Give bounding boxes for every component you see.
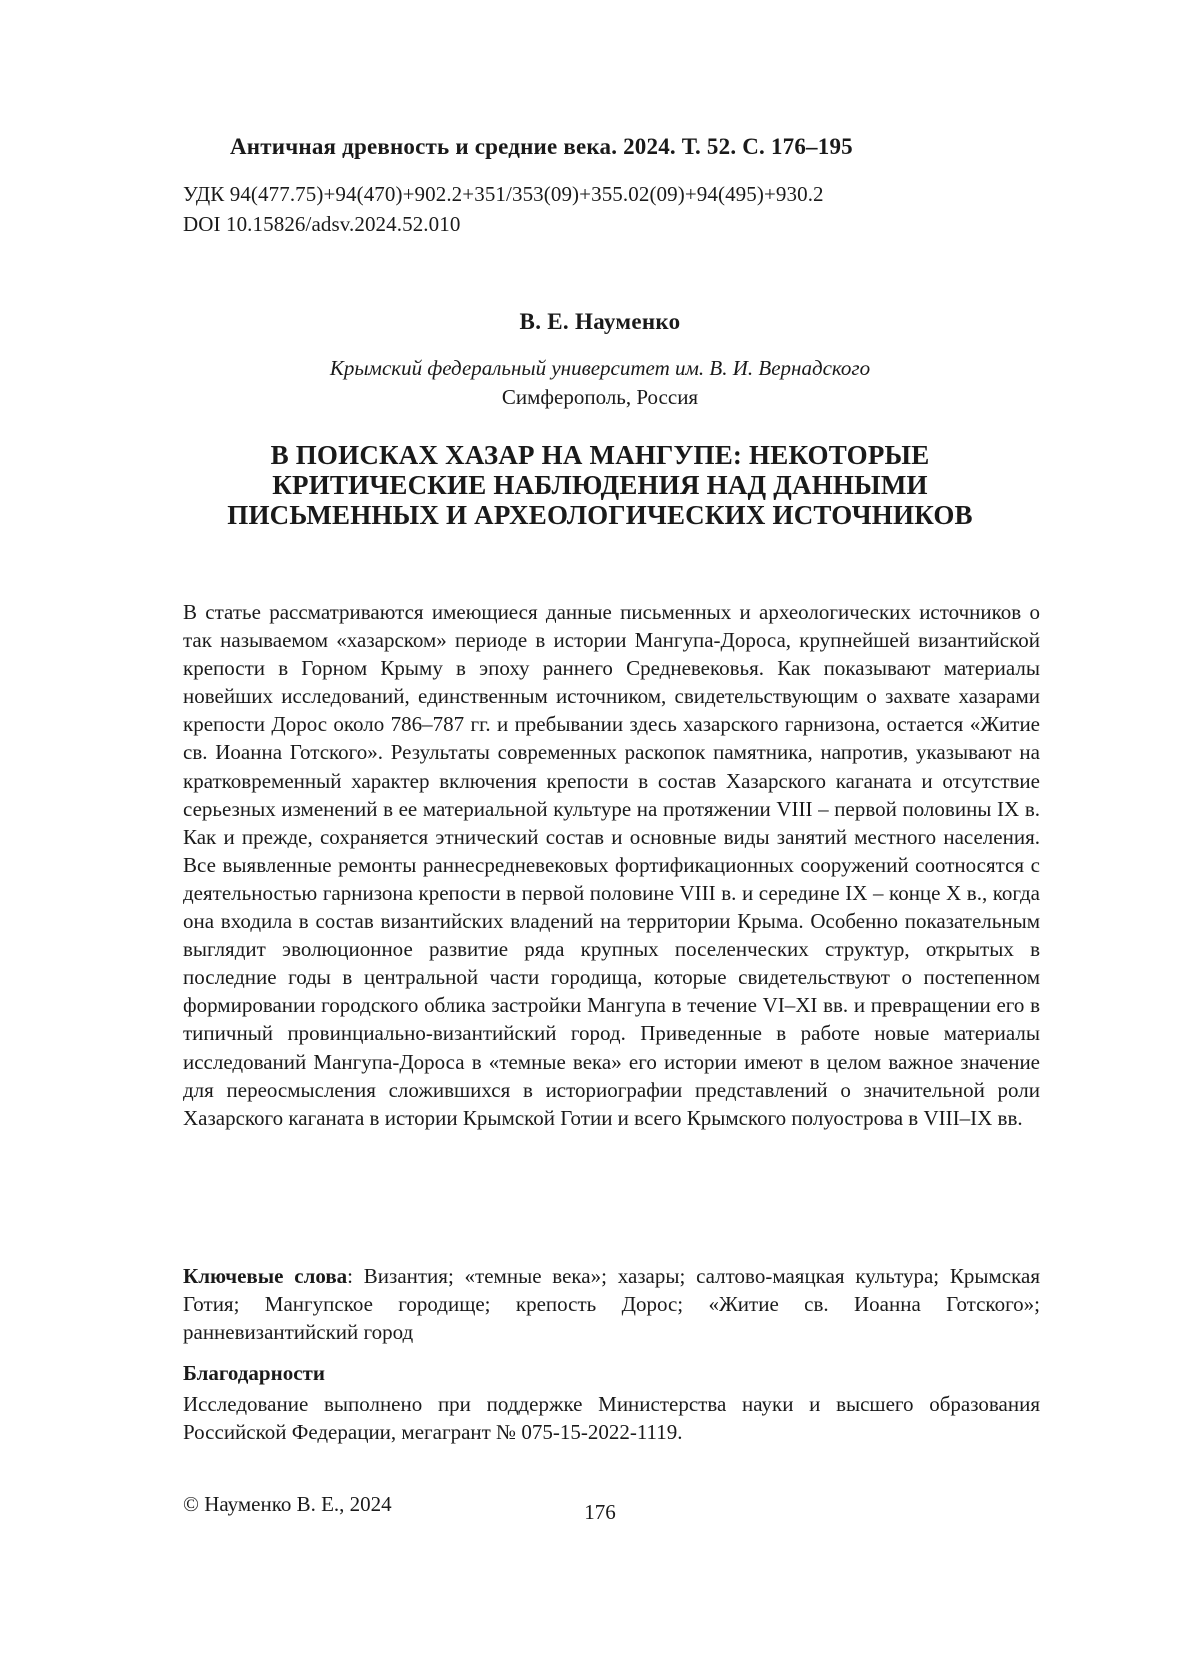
article-page — [0, 0, 1200, 1671]
keywords-text: : Византия; «темные века»; хазары; салтово-маяцкая культура; Крымская Готия; Мангупское городище; крепость Дорос; «Житие св. Иоанна Готского»; ранневизантийский город — [183, 1264, 1040, 1344]
author-affiliation: Крымский федеральный университет им. В. И. Вернадского — [0, 356, 1200, 381]
doi: DOI 10.15826/adsv.2024.52.010 — [183, 212, 460, 237]
author-city: Симферополь, Россия — [0, 385, 1200, 410]
journal-citation: Античная древность и средние века. 2024. Т. 52. С. 176–195 — [230, 134, 1000, 160]
page-number: 176 — [0, 1500, 1200, 1525]
abstract: В статье рассматриваются имеющиеся данные письменных и археологических источников о так называемом «хазарском» периоде в истории Мангупа-Дороса, крупнейшей византийской крепости в Горном Крыму в эпоху раннего Средневековья. Как показывают материалы новейших исследований, единственным источником, свидетельствующим о захвате хазарами крепости Дорос около 786–787 гг. и пребывании здесь хазарского гарнизона, остается «Житие св. Иоанна Готского». Результаты современных раскопок памятника, напротив, указывают на кратковременный характер включения крепости в состав Хазарского каганата и отсутствие серьезных изменений в ее материальной культуре на протяжении VIII – первой половины IX в. Как и прежде, сохраняется этнический состав и основные виды занятий местного населения. Все выявленные ремонты раннесредневековых фортификационных сооружений соотносятся с деятельностью гарнизона крепости в первой половине VIII в. и середине IX – конце X в., когда она входила в состав византийских владений на территории Крыма. Особенно показательным выглядит эволюционное развитие ряда крупных поселенческих структур, открытых в последние годы в центральной части городища, которые свидетельствуют о постепенном формировании городского облика застройки Мангупа в течение VI–XI вв. и превращении его в типичный провинциально-византийский город. Приведенные в работе новые материалы исследований Мангупа-Дороса в «темные века» его истории имеют в целом важное значение для переосмысления сложившихся в историографии представлений о значительной роли Хазарского каганата в истории Крымской Готии и всего Крымского полуострова в VIII–IX вв. — [183, 598, 1040, 1132]
author-name: В. Е. Науменко — [0, 309, 1200, 335]
acknowledgements-text: Исследование выполнено при поддержке Министерства науки и высшего образования Российской Федерации, мегагрант № 075-15-2022-1119. — [183, 1390, 1040, 1446]
udk-code: УДК 94(477.75)+94(470)+902.2+351/353(09)+355.02(09)+94(495)+930.2 — [183, 182, 824, 207]
copyright: © Науменко В. Е., 2024 — [183, 1492, 392, 1517]
keywords — [183, 1262, 1040, 1346]
keywords-label: Ключевые слова — [183, 1264, 347, 1288]
article-title: В ПОИСКАХ ХАЗАР НА МАНГУПЕ: НЕКОТОРЫЕ КРИТИЧЕСКИЕ НАБЛЮДЕНИЯ НАД ДАННЫМИ ПИСЬМЕННЫХ И АРХЕОЛОГИЧЕСКИХ ИСТОЧНИКОВ — [200, 440, 1000, 530]
acknowledgements-heading: Благодарности — [183, 1361, 325, 1386]
